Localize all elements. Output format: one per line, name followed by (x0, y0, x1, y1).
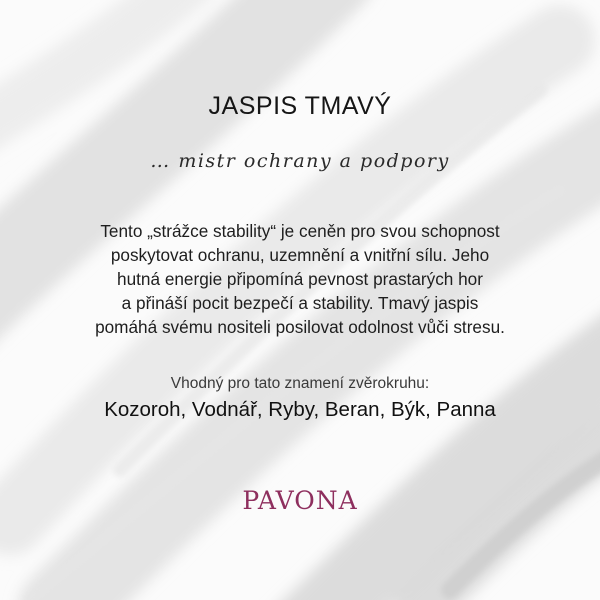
stone-description (30, 219, 570, 339)
description-line: a přináší pocit bezpečí a stability. Tmavý jaspis (121, 293, 479, 313)
description-line: pomáhá svému nositeli posilovat odolnost vůči stresu. (95, 317, 505, 337)
zodiac-label: Vhodný pro tato znamení zvěrokruhu: (170, 375, 430, 392)
description-line: poskytovat ochranu, uzemnění a vnitřní sílu. Jeho (110, 245, 490, 265)
pavona-logo: PAVONA (242, 486, 358, 515)
stone-tagline: … mistr ochrany a podpory (150, 150, 450, 172)
description-line: Tento „strážce stability“ je ceněn pro svou schopnost (100, 221, 500, 241)
stone-title: JASPIS TMAVÝ (208, 92, 392, 120)
description-line: hutná energie připomíná pevnost prastarých hor (117, 269, 483, 289)
zodiac-signs: Kozoroh, Vodnář, Ryby, Beran, Býk, Panna (104, 398, 496, 421)
